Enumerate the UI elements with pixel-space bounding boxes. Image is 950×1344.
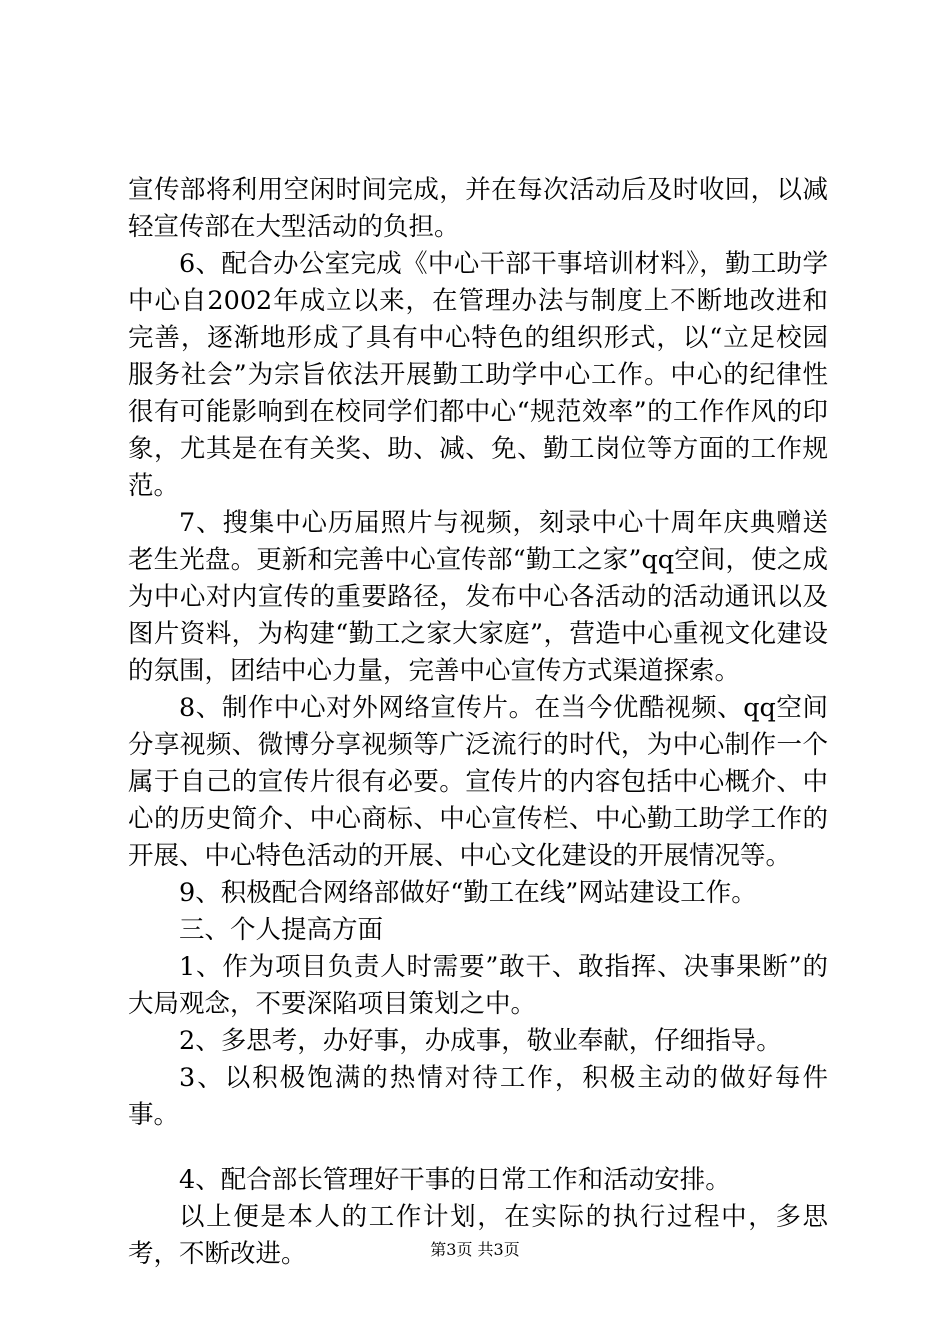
page-footer: 第3页 共3页 [430, 1240, 520, 1259]
paragraph-personal-4: 4、配合部长管理好干事的日常工作和活动安排。 [179, 1165, 731, 1195]
paragraph-personal-1: 1、作为项目负责人时需要”敢干、敢指挥、决事果断”的大局观念，不要深陷项目策划之中。 [128, 952, 828, 1019]
section-heading-personal: 三、个人提高方面 [179, 915, 384, 945]
paragraph-item-7: 7、搜集中心历届照片与视频，刻录中心十周年庆典赠送老生光盘。更新和完善中心宣传部“勤工之家”qq空间，使之成为中心对内宣传的重要路径，发布中心各活动的活动通讯以及图片资料，为构建“勤工之家大家庭”，营造中心重视文化建设的氛围，团结中心力量，完善中心宣传方式渠道探索。 [128, 508, 828, 686]
paragraph-item-8: 8、制作中心对外网络宣传片。在当今优酷视频、qq空间分享视频、微博分享视频等广泛流行的时代，为中心制作一个属于自己的宣传片很有必要。宣传片的内容包括中心概介、中心的历史简介、中心商标、中心宣传栏、中心勤工助学工作的开展、中心特色活动的开展、中心文化建设的开展情况等。 [128, 693, 828, 871]
paragraph-personal-2: 2、多思考，办好事，办成事，敬业奉献，仔细指导。 [179, 1026, 782, 1056]
paragraph-conclusion: 以上便是本人的工作计划，在实际的执行过程中，多思考，不断改进。 [128, 1202, 828, 1269]
paragraph-item-6: 6、配合办公室完成《中心干部干事培训材料》，勤工助学中心自2002年成立以来，在管理办法与制度上不断地改进和完善，逐渐地形成了具有中心特色的组织形式，以“立足校园服务社会”为宗旨依法开展勤工助学中心工作。中心的纪律性很有可能影响到在校同学们都中心“规范效率”的工作作风的印象，尤其是在有关奖、助、减、免、勤工岗位等方面的工作规范。 [128, 249, 828, 501]
paragraph-personal-3: 3、以积极饱满的热情对待工作，积极主动的做好每件事。 [128, 1063, 828, 1130]
paragraph-item-9: 9、积极配合网络部做好“勤工在线”网站建设工作。 [179, 878, 757, 908]
document-body [128, 172, 828, 1273]
paragraph-continuation: 宣传部将利用空闲时间完成，并在每次活动后及时收回，以减轻宣传部在大型活动的负担。 [128, 175, 828, 242]
